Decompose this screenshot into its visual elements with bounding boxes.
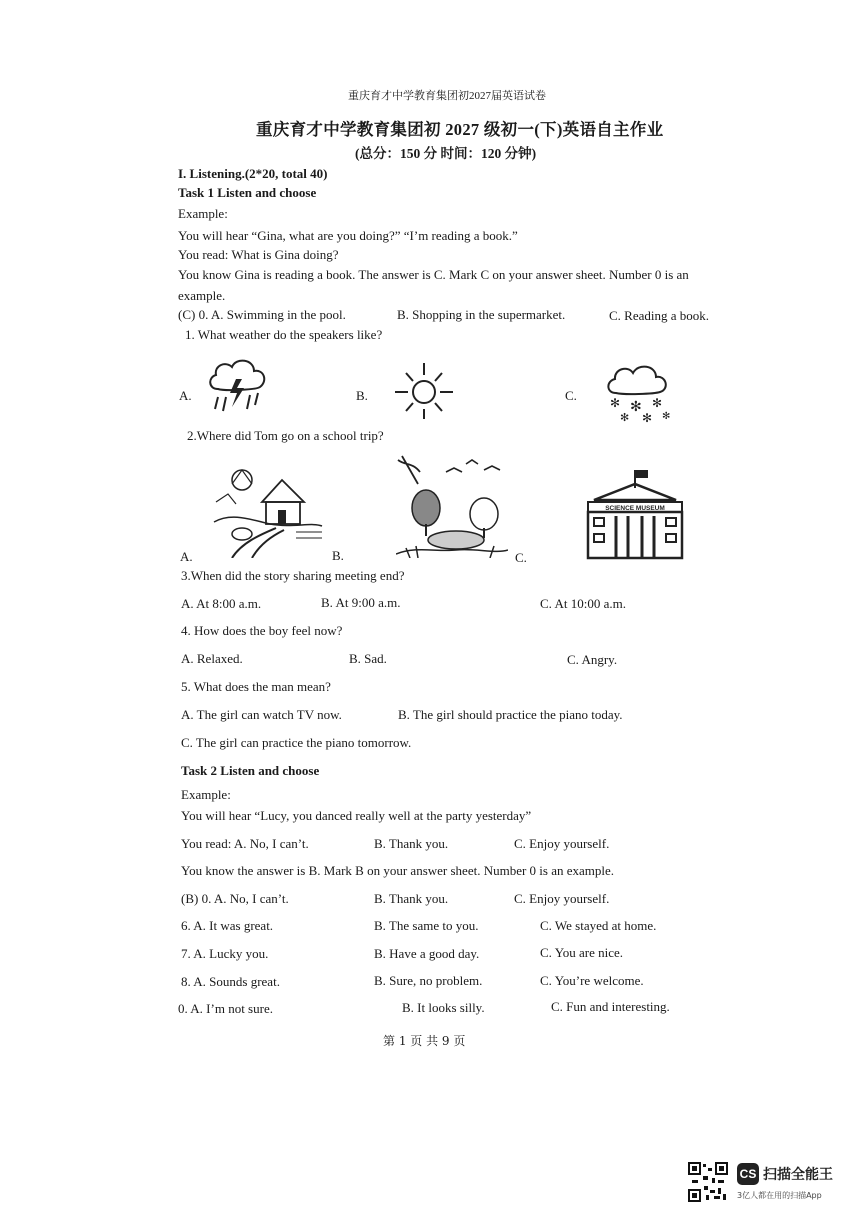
q3-option-a: A. At 8:00 a.m.: [181, 596, 262, 611]
question-2: 2.Where did Tom go on a school trip?: [187, 428, 384, 443]
example-hear: You will hear “Gina, what are you doing?” “I’m reading a book.”: [178, 228, 518, 243]
question-5: 5. What does the man mean?: [181, 679, 331, 694]
svg-text:✻: ✻: [630, 400, 642, 415]
section-heading: I. Listening.(2*20, total 40): [178, 166, 328, 181]
example-answer-b: B. Shopping in the supermarket.: [397, 307, 566, 322]
q3-option-c: C. At 10:00 a.m.: [540, 596, 626, 611]
q1-option-b-label: B.: [356, 388, 368, 403]
q8-option-c: C. You’re welcome.: [540, 973, 644, 988]
task2-example-answer-b: B. Thank you.: [374, 891, 449, 906]
task2-example-answer-a: (B) 0. A. No, I can’t.: [181, 891, 289, 906]
example-read: You read: What is Gina doing?: [178, 247, 339, 262]
q5-option-a: A. The girl can watch TV now.: [181, 707, 342, 722]
svg-text:✻: ✻: [620, 412, 630, 423]
camscanner-app-name: 扫描全能王: [763, 1167, 833, 1183]
q4-option-c: C. Angry.: [567, 652, 618, 667]
q2-option-c-label: C.: [515, 550, 527, 565]
q4-option-a: A. Relaxed.: [181, 651, 243, 666]
camscanner-logo: CS: [737, 1163, 759, 1185]
page-title: 重庆育才中学教育集团初 2027 级初一(下)英语自主作业: [256, 120, 664, 139]
q1-option-a-label: A.: [179, 388, 192, 403]
q9-option-c: C. Fun and interesting.: [551, 999, 670, 1014]
task2-example-read-c: C. Enjoy yourself.: [514, 836, 610, 851]
task2-example-answer-c: C. Enjoy yourself.: [514, 891, 610, 906]
page-number: 第 1 页 共 9 页: [383, 1034, 466, 1048]
question-1: 1. What weather do the speakers like?: [185, 327, 383, 342]
task2-example-read-b: B. Thank you.: [374, 836, 449, 851]
school-header: 重庆育才中学教育集团初2027届英语试卷: [348, 90, 546, 102]
q6-option-a: 6. A. It was great.: [181, 918, 274, 933]
thunderstorm-icon: [204, 355, 274, 415]
question-3: 3.When did the story sharing meeting end?: [181, 568, 405, 583]
task2-example-label: Example:: [181, 787, 231, 802]
camscanner-slogan: 3亿人都在用的扫描App: [737, 1191, 822, 1200]
q8-option-a: 8. A. Sounds great.: [181, 974, 280, 989]
svg-text:✻: ✻: [652, 396, 663, 410]
task2-example-know: You know the answer is B. Mark B on your answer sheet. Number 0 is an example.: [181, 863, 615, 878]
q4-option-b: B. Sad.: [349, 651, 387, 666]
q5-option-c: C. The girl can practice the piano tomorrow.: [181, 735, 412, 750]
task2-example-read-a: You read: A. No, I can’t.: [181, 836, 309, 851]
q9-option-a: 0. A. I’m not sure.: [178, 1001, 273, 1016]
museum-sign: SCIENCE MUSEUM: [605, 505, 665, 512]
snow-cloud-icon: [602, 361, 678, 423]
example-know-line2: example.: [178, 288, 226, 303]
q2-option-a-label: A.: [180, 549, 193, 564]
q7-option-a: 7. A. Lucky you.: [181, 946, 269, 961]
example-answer-c: C. Reading a book.: [609, 308, 710, 323]
q8-option-b: B. Sure, no problem.: [374, 973, 483, 988]
q2-option-b-label: B.: [332, 548, 344, 563]
qr-code-icon: [688, 1162, 728, 1202]
park-picture: [396, 454, 508, 558]
farm-picture: [212, 462, 324, 558]
q6-option-b: B. The same to you.: [374, 918, 479, 933]
task1-heading: Task 1 Listen and choose: [178, 185, 317, 200]
svg-text:✻: ✻: [642, 411, 653, 423]
example-know-line1: You know Gina is reading a book. The answer is C. Mark C on your answer sheet. Number 0 is an: [178, 267, 689, 282]
svg-text:✻: ✻: [662, 411, 671, 422]
q5-option-b: B. The girl should practice the piano today.: [398, 707, 623, 722]
science-museum-picture: [584, 466, 686, 560]
question-4: 4. How does the boy feel now?: [181, 623, 343, 638]
example-label: Example:: [178, 206, 228, 221]
q7-option-b: B. Have a good day.: [374, 946, 480, 961]
svg-text:✻: ✻: [610, 396, 621, 410]
sun-icon: [392, 361, 456, 421]
q7-option-c: C. You are nice.: [540, 945, 624, 960]
task2-example-hear: You will hear “Lucy, you danced really well at the party yesterday”: [181, 808, 532, 823]
page-subtitle: (总分：150 分 时间：120 分钟): [355, 146, 537, 161]
example-answer-a: (C) 0. A. Swimming in the pool.: [178, 307, 346, 322]
q1-option-c-label: C.: [565, 388, 577, 403]
q6-option-c: C. We stayed at home.: [540, 918, 657, 933]
q3-option-b: B. At 9:00 a.m.: [321, 595, 401, 610]
task2-heading: Task 2 Listen and choose: [181, 763, 320, 778]
q9-option-b: B. It looks silly.: [402, 1000, 485, 1015]
